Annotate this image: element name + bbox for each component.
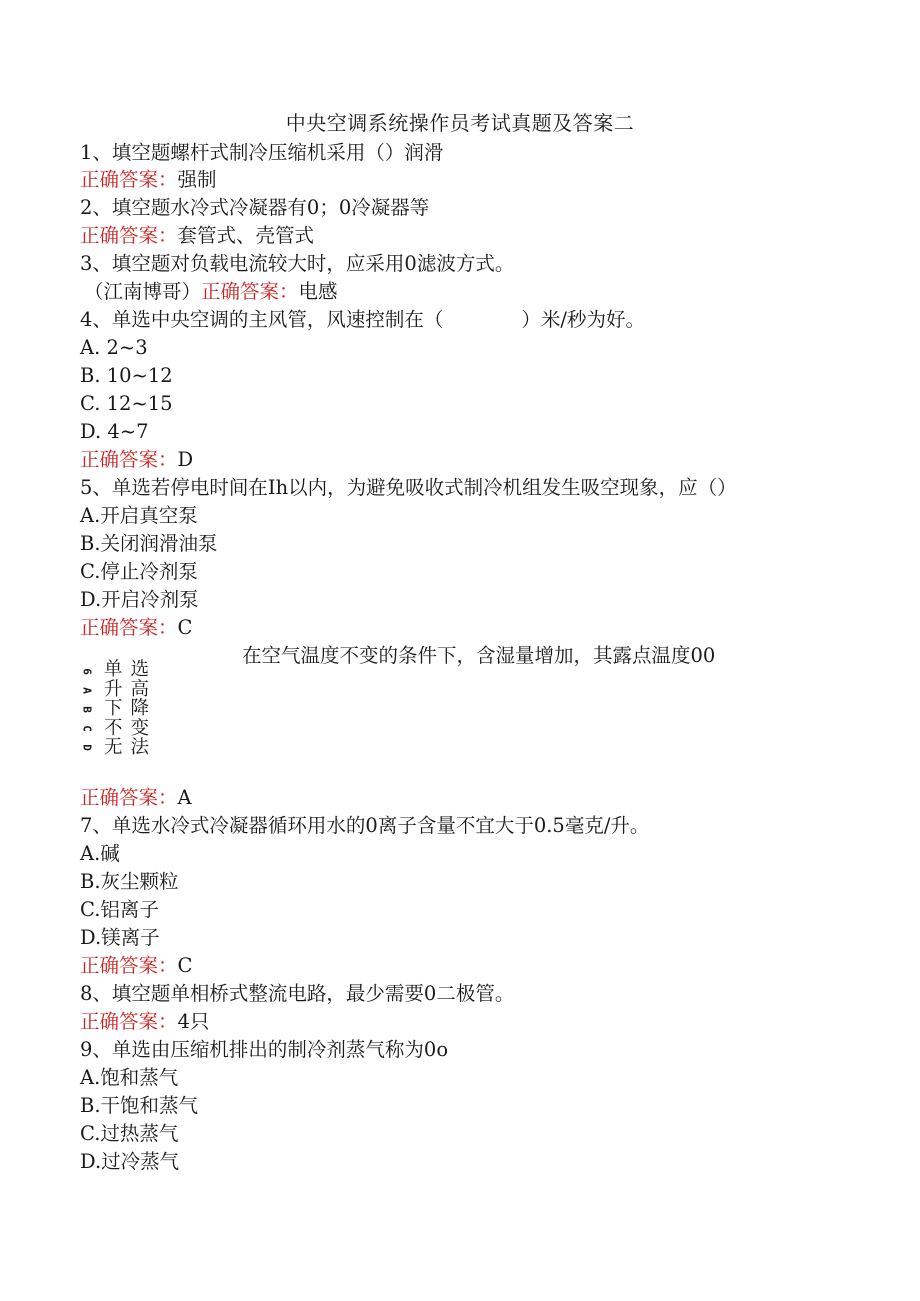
answer-1	[80, 168, 217, 192]
option-d: D.开启冷剂泵	[80, 588, 199, 611]
answer-6	[80, 786, 192, 810]
option-c: C.停止冷剂泵	[80, 560, 198, 583]
option-c: C.铝离子	[80, 898, 159, 921]
page-title: 中央空调系统操作员考试真题及答案二	[285, 111, 635, 135]
question-1: 1、填空题螺杆式制冷压缩机采用（）润滑	[80, 141, 444, 164]
answer-label: 正确答案：	[80, 954, 178, 977]
answer-value: A	[177, 786, 192, 809]
question-5: 5、单选若停电时间在Ih以内，为避免吸收式制冷机组发生吸空现象，应（）	[80, 476, 737, 499]
answer-5	[80, 616, 192, 640]
option-c: C. 12~15	[80, 392, 173, 415]
question-7: 7、单选水冷式冷凝器循环用水的0离子含量不宜大于0.5毫克/升。	[80, 814, 650, 837]
option-a: A.碱	[80, 842, 120, 865]
option-a: A. 2~3	[80, 336, 148, 359]
stacked-options	[104, 660, 157, 758]
answer-value: 4只	[177, 1010, 210, 1033]
answer-label: 正确答案：	[80, 448, 178, 471]
answer-value: 强制	[177, 168, 217, 191]
answer-3	[84, 280, 338, 304]
answer-label: 正确答案：	[80, 168, 178, 191]
option-a: A.饱和蒸气	[80, 1066, 179, 1089]
question-9: 9、单选由压缩机排出的制冷剂蒸气称为0o	[80, 1038, 449, 1061]
stacked-line: 不变	[104, 717, 158, 739]
option-b: B. 10~12	[80, 364, 173, 387]
question-3: 3、填空题对负载电流较大时，应采用0滤波方式。	[80, 252, 515, 275]
answer-label: 正确答案：	[80, 224, 178, 247]
answer-label: 正确答案：	[80, 616, 178, 639]
stacked-line: 升高	[104, 678, 158, 700]
rotated-letter: 6	[80, 668, 94, 675]
answer-8	[80, 1010, 209, 1034]
answer-value: D	[177, 448, 194, 471]
answer-label: 正确答案：	[201, 280, 299, 303]
question-6: 在空气温度不变的条件下，含湿量增加，其露点温度00	[242, 644, 716, 667]
stacked-line: 单选	[104, 659, 158, 680]
answer-value: C	[177, 616, 193, 639]
option-a: A.开启真空泵	[80, 504, 198, 527]
option-b: B.干饱和蒸气	[80, 1094, 199, 1117]
question-2: 2、填空题水冷式冷凝器有0；0冷凝器等	[80, 196, 430, 219]
stacked-line: 下降	[104, 698, 158, 719]
option-d: D. 4~7	[80, 420, 149, 443]
option-d: D.过冷蒸气	[80, 1150, 180, 1173]
option-b: B.关闭润滑油泵	[80, 532, 218, 555]
answer-7	[80, 954, 192, 978]
rotated-option-letters	[80, 662, 94, 757]
answer-value: C	[177, 954, 193, 977]
answer-value: 电感	[298, 280, 338, 303]
answer-value: 套管式、壳管式	[177, 224, 315, 247]
rotated-letter: B	[80, 706, 94, 713]
rotated-letter: D	[80, 744, 94, 751]
answer-label: 正确答案：	[80, 1010, 178, 1033]
rotated-letter: A	[80, 687, 94, 694]
rotated-letter: C	[80, 725, 94, 732]
answer-4	[80, 448, 193, 472]
option-b: B.灰尘颗粒	[80, 870, 179, 893]
answer-2	[80, 224, 314, 248]
option-c: C.过热蒸气	[80, 1122, 179, 1145]
stacked-line: 无法	[104, 737, 158, 758]
answer-label: 正确答案：	[80, 786, 178, 809]
option-d: D.镁离子	[80, 926, 160, 949]
question-8: 8、填空题单相桥式整流电路，最少需要0二极管。	[80, 982, 515, 1005]
source-note: （江南博哥）	[84, 280, 202, 303]
question-4: 4、单选中央空调的主风管，风速控制在（ ）米/秒为好。	[80, 308, 645, 331]
